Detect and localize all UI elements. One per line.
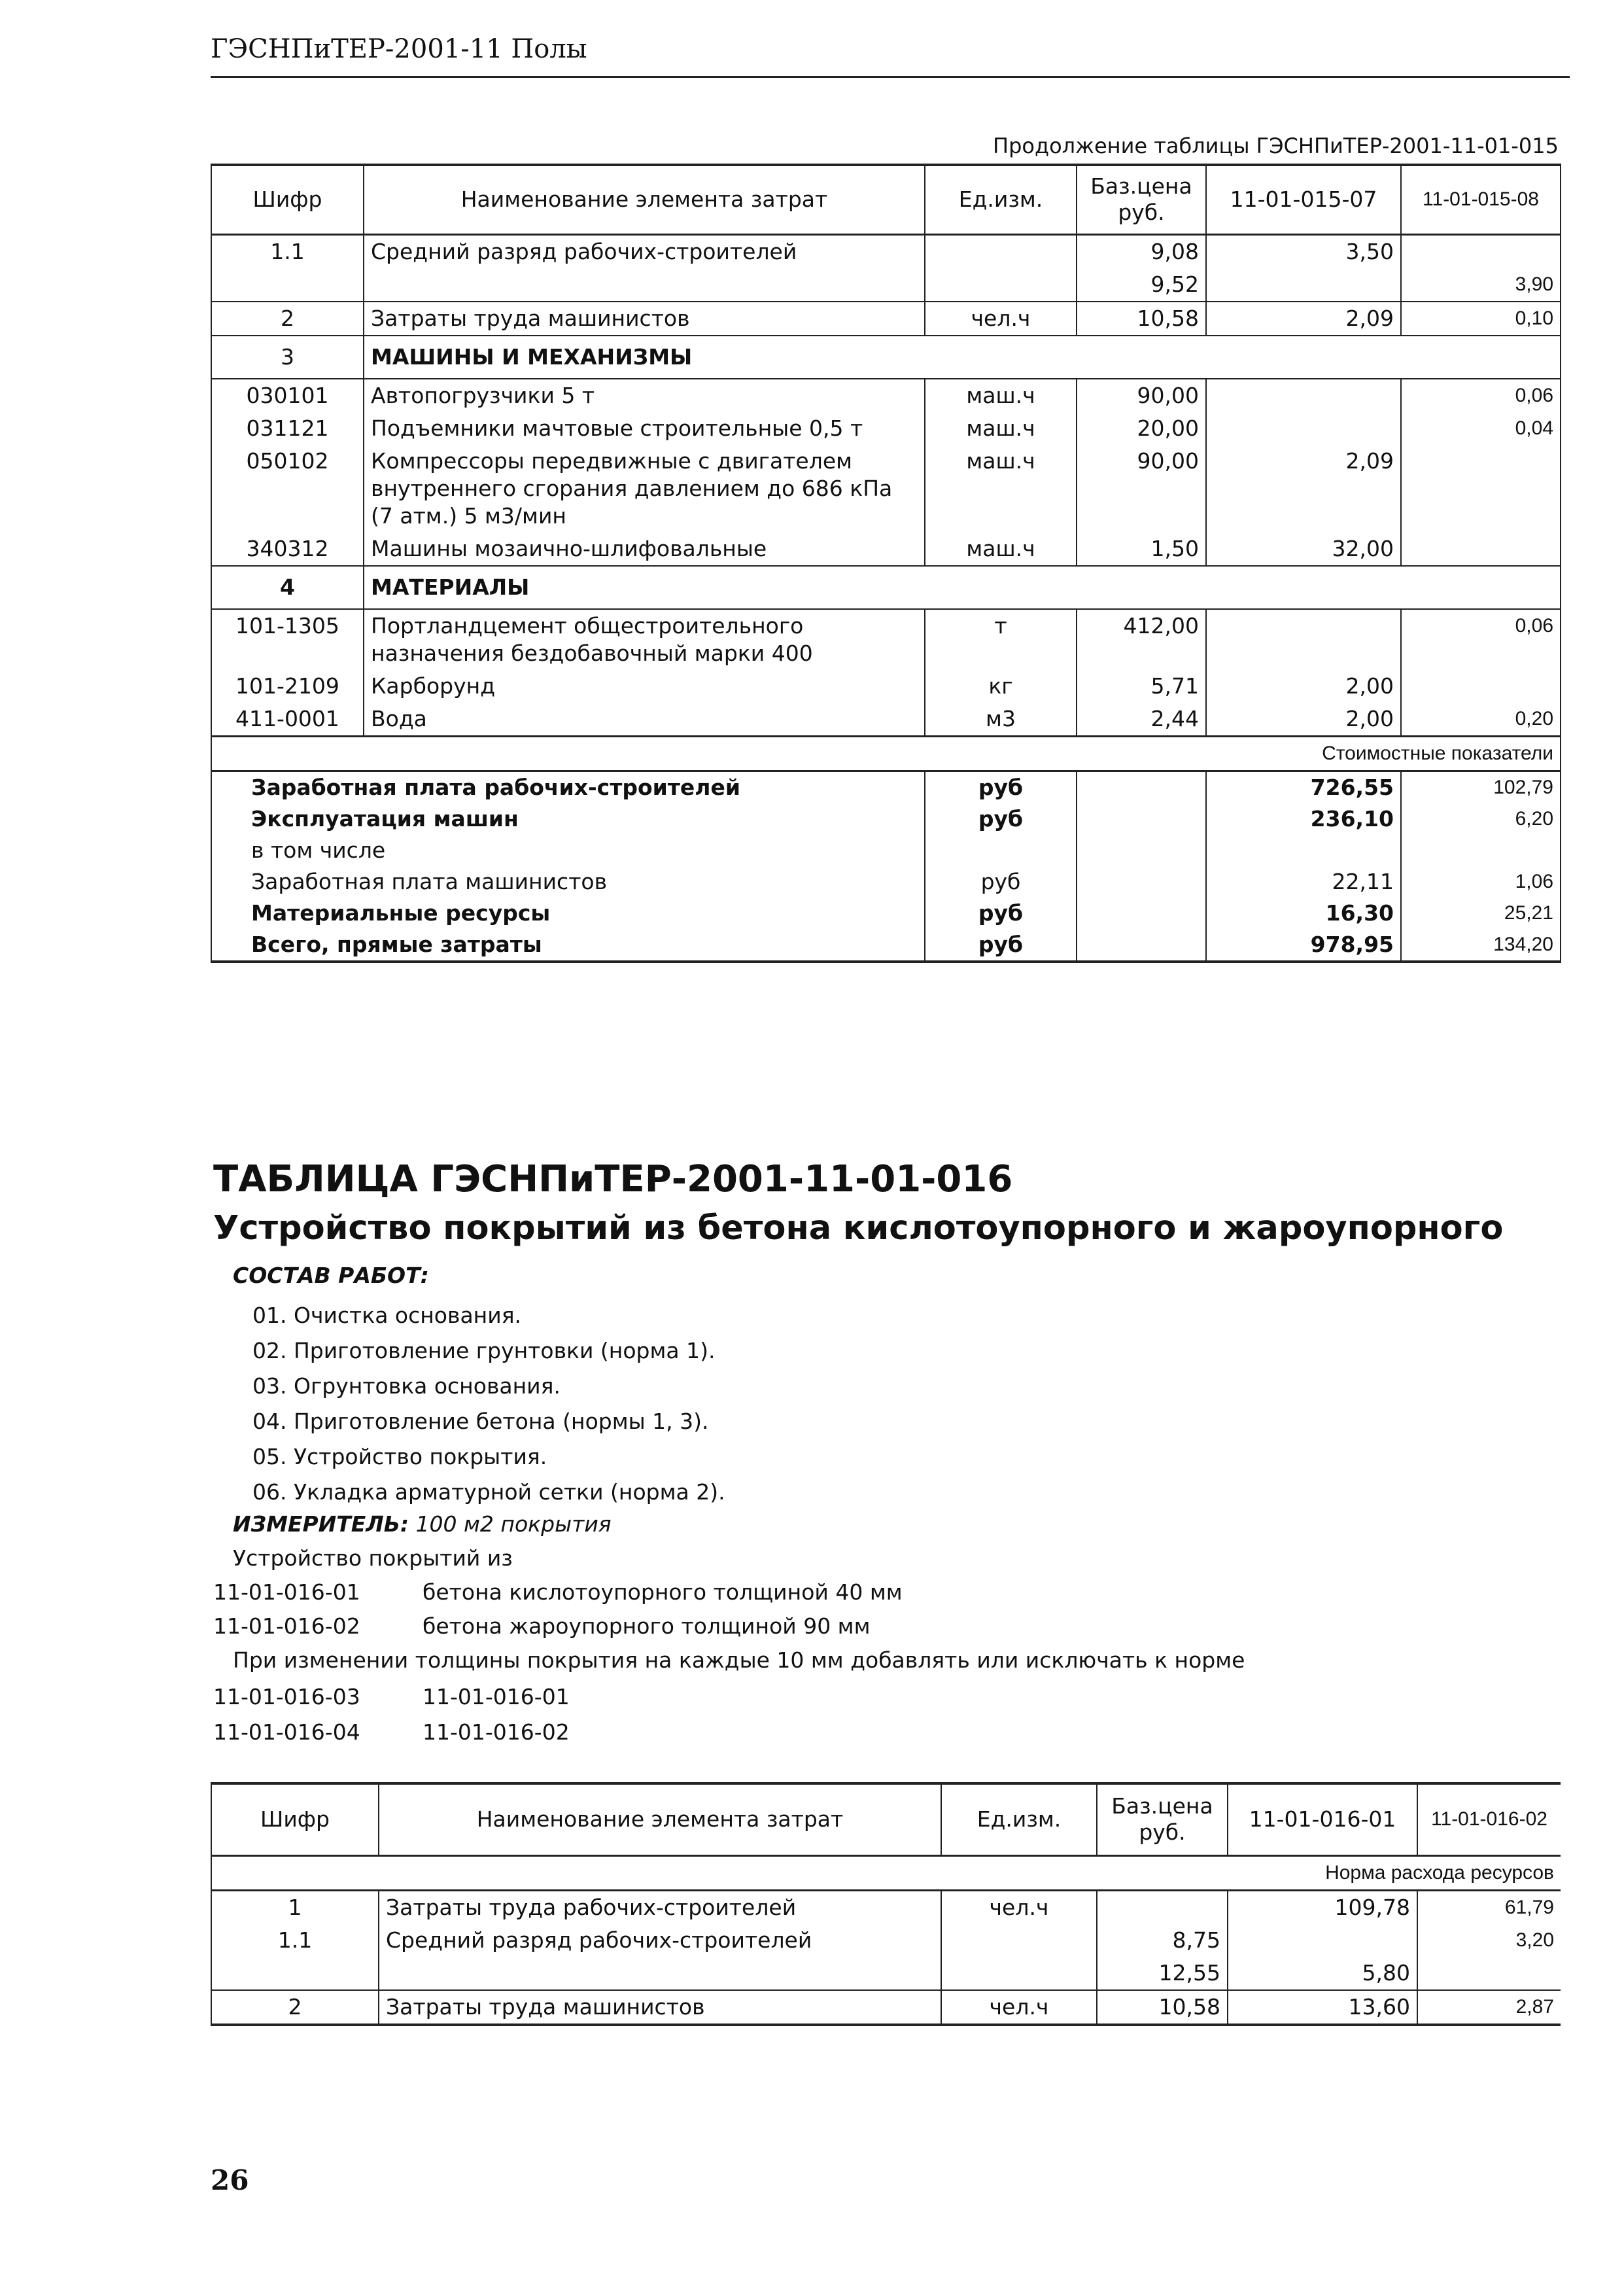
row-value-2: 3,90 bbox=[1401, 268, 1561, 302]
section-title: МАТЕРИАЛЫ bbox=[364, 566, 1561, 609]
row-unit: маш.ч bbox=[925, 379, 1077, 412]
summary-row bbox=[211, 866, 1561, 898]
col-header-name: Наименование элемента затрат bbox=[379, 1783, 941, 1855]
table-row bbox=[211, 609, 1561, 670]
item-text: бетона кислотоупорного толщиной 40 мм bbox=[423, 1579, 903, 1605]
col-header-norm-01: 11-01-016-01 bbox=[1228, 1783, 1417, 1855]
row-price: 8,75 bbox=[1097, 1924, 1228, 1957]
table-row bbox=[211, 445, 1561, 533]
table-title: ТАБЛИЦА ГЭСНПиТЕР-2001-11-01-016 bbox=[213, 1158, 1013, 1200]
change-note: При изменении толщины покрытия на каждые 10 мм добавлять или исключать к норме bbox=[233, 1647, 1245, 1673]
item-text: бетона жароупорного толщиной 90 мм bbox=[423, 1613, 871, 1639]
col-header-name: Наименование элемента затрат bbox=[364, 165, 925, 234]
summary-empty bbox=[1077, 929, 1206, 962]
col-header-price: Баз.цена руб. bbox=[1077, 165, 1206, 234]
row-value-2 bbox=[1401, 234, 1561, 268]
row-price: 90,00 bbox=[1077, 379, 1206, 412]
table-row bbox=[211, 703, 1561, 737]
row-name bbox=[364, 268, 925, 302]
row-price: 10,58 bbox=[1077, 302, 1206, 336]
row-price: 2,44 bbox=[1077, 703, 1206, 737]
summary-row bbox=[211, 929, 1561, 962]
works-label: СОСТАВ РАБОТ: bbox=[233, 1263, 429, 1288]
row-value-2: 0,06 bbox=[1401, 609, 1561, 670]
table-row bbox=[211, 1990, 1561, 2025]
row-value-1 bbox=[1206, 412, 1401, 445]
work-item: 04. Приготовление бетона (нормы 1, 3). bbox=[252, 1409, 709, 1434]
norm-label: Норма расхода ресурсов bbox=[211, 1855, 1561, 1890]
table-row bbox=[211, 302, 1561, 336]
section-row bbox=[211, 336, 1561, 379]
meter-label: ИЗМЕРИТЕЛЬ: bbox=[233, 1511, 409, 1537]
row-price: 9,52 bbox=[1077, 268, 1206, 302]
summary-row bbox=[211, 803, 1561, 835]
row-value-2: 0,04 bbox=[1401, 412, 1561, 445]
row-code: 2 bbox=[211, 302, 364, 336]
row-code: 1 bbox=[211, 1890, 379, 1924]
summary-label: Всего, прямые затраты bbox=[211, 929, 925, 962]
summary-value-2: 25,21 bbox=[1401, 898, 1561, 929]
section-code: 4 bbox=[211, 566, 364, 609]
row-unit bbox=[925, 234, 1077, 268]
running-header: ГЭСНПиТЕР-2001-11 Полы bbox=[211, 34, 587, 64]
table-row bbox=[211, 1957, 1561, 1990]
table-row bbox=[211, 533, 1561, 566]
row-price bbox=[1097, 1890, 1228, 1924]
row-name: Затраты труда рабочих-строителей bbox=[379, 1890, 941, 1924]
summary-label: Заработная плата машинистов bbox=[211, 866, 925, 898]
cost-indicators-row bbox=[211, 736, 1561, 771]
col-header-code: Шифр bbox=[211, 165, 364, 234]
page-number: 26 bbox=[211, 2164, 249, 2196]
summary-empty bbox=[1077, 803, 1206, 835]
summary-unit: руб bbox=[925, 866, 1077, 898]
row-unit: маш.ч bbox=[925, 412, 1077, 445]
pair-code-a: 11-01-016-03 bbox=[213, 1684, 360, 1709]
row-name: Карборунд bbox=[364, 670, 925, 703]
row-name: Затраты труда машинистов bbox=[379, 1990, 941, 2025]
row-value-1 bbox=[1228, 1924, 1417, 1957]
col-header-code: Шифр bbox=[211, 1783, 379, 1855]
row-price: 10,58 bbox=[1097, 1990, 1228, 2025]
row-name: Затраты труда машинистов bbox=[364, 302, 925, 336]
row-value-1 bbox=[1206, 379, 1401, 412]
row-code: 050102 bbox=[211, 445, 364, 533]
resource-table-015 bbox=[211, 164, 1561, 963]
work-item: 02. Приготовление грунтовки (норма 1). bbox=[252, 1338, 716, 1363]
intro-line: Устройство покрытий из bbox=[233, 1545, 513, 1571]
row-value-1: 2,09 bbox=[1206, 445, 1401, 533]
summary-value-1 bbox=[1206, 835, 1401, 866]
summary-row bbox=[211, 835, 1561, 866]
norm-label-row bbox=[211, 1855, 1561, 1890]
row-price: 20,00 bbox=[1077, 412, 1206, 445]
row-unit: маш.ч bbox=[925, 445, 1077, 533]
summary-label: в том числе bbox=[211, 835, 925, 866]
resource-table-016 bbox=[211, 1782, 1561, 2026]
table-row bbox=[211, 1890, 1561, 1924]
row-unit bbox=[925, 268, 1077, 302]
row-unit: т bbox=[925, 609, 1077, 670]
pair-code-a: 11-01-016-04 bbox=[213, 1719, 360, 1745]
work-item: 05. Устройство покрытия. bbox=[252, 1444, 547, 1469]
summary-value-2: 1,06 bbox=[1401, 866, 1561, 898]
row-code: 2 bbox=[211, 1990, 379, 2025]
summary-value-2: 134,20 bbox=[1401, 929, 1561, 962]
section-title: МАШИНЫ И МЕХАНИЗМЫ bbox=[364, 336, 1561, 379]
summary-value-1: 22,11 bbox=[1206, 866, 1401, 898]
table-row bbox=[211, 670, 1561, 703]
row-value-2: 2,87 bbox=[1417, 1990, 1561, 2025]
summary-empty bbox=[1077, 866, 1206, 898]
summary-empty bbox=[1077, 835, 1206, 866]
summary-empty bbox=[1077, 771, 1206, 803]
pair-code-b: 11-01-016-01 bbox=[423, 1684, 570, 1709]
row-unit: чел.ч bbox=[941, 1890, 1097, 1924]
row-price: 9,08 bbox=[1077, 234, 1206, 268]
summary-label: Эксплуатация машин bbox=[211, 803, 925, 835]
summary-unit: руб bbox=[925, 803, 1077, 835]
section-row bbox=[211, 566, 1561, 609]
col-header-unit: Ед.изм. bbox=[925, 165, 1077, 234]
summary-label: Материальные ресурсы bbox=[211, 898, 925, 929]
summary-label: Заработная плата рабочих-строителей bbox=[211, 771, 925, 803]
row-value-2: 0,10 bbox=[1401, 302, 1561, 336]
row-code: 030101 bbox=[211, 379, 364, 412]
row-value-2: 3,20 bbox=[1417, 1924, 1561, 1957]
row-price: 90,00 bbox=[1077, 445, 1206, 533]
row-name: Вода bbox=[364, 703, 925, 737]
row-unit: маш.ч bbox=[925, 533, 1077, 566]
work-item: 06. Укладка арматурной сетки (норма 2). bbox=[252, 1479, 725, 1505]
meter-line bbox=[233, 1511, 612, 1537]
row-value-1: 2,00 bbox=[1206, 670, 1401, 703]
table-row bbox=[211, 1924, 1561, 1957]
row-value-1: 32,00 bbox=[1206, 533, 1401, 566]
row-name: Средний разряд рабочих-строителей bbox=[379, 1924, 941, 1957]
summary-value-1: 978,95 bbox=[1206, 929, 1401, 962]
col-header-unit: Ед.изм. bbox=[941, 1783, 1097, 1855]
summary-row bbox=[211, 898, 1561, 929]
row-code: 1.1 bbox=[211, 1924, 379, 1957]
header-rule bbox=[211, 76, 1570, 78]
row-name: Компрессоры передвижные с двигателем внутреннего сгорания давлением до 686 кПа (7 атм.) 5 м3/мин bbox=[364, 445, 925, 533]
row-code: 101-2109 bbox=[211, 670, 364, 703]
row-name: Портландцемент общестроительного назначения бездобавочный марки 400 bbox=[364, 609, 925, 670]
row-unit: чел.ч bbox=[941, 1990, 1097, 2025]
col-header-price: Баз.цена руб. bbox=[1097, 1783, 1228, 1855]
row-unit bbox=[941, 1924, 1097, 1957]
summary-value-2: 102,79 bbox=[1401, 771, 1561, 803]
table-row bbox=[211, 412, 1561, 445]
row-code: 411-0001 bbox=[211, 703, 364, 737]
row-code: 340312 bbox=[211, 533, 364, 566]
row-name bbox=[379, 1957, 941, 1990]
table-row bbox=[211, 268, 1561, 302]
row-code bbox=[211, 1957, 379, 1990]
summary-unit bbox=[925, 835, 1077, 866]
row-code: 101-1305 bbox=[211, 609, 364, 670]
col-header-norm-07: 11-01-015-07 bbox=[1206, 165, 1401, 234]
table-row bbox=[211, 379, 1561, 412]
col-header-norm-02: 11-01-016-02 bbox=[1417, 1783, 1561, 1855]
summary-empty bbox=[1077, 898, 1206, 929]
row-value-2 bbox=[1401, 670, 1561, 703]
table-subtitle: Устройство покрытий из бетона кислотоупорного и жароупорного bbox=[213, 1209, 1504, 1248]
row-value-2: 0,20 bbox=[1401, 703, 1561, 737]
row-price: 1,50 bbox=[1077, 533, 1206, 566]
table-row bbox=[211, 234, 1561, 268]
summary-value-2: 6,20 bbox=[1401, 803, 1561, 835]
row-value-2 bbox=[1401, 445, 1561, 533]
summary-unit: руб bbox=[925, 898, 1077, 929]
row-code: 1.1 bbox=[211, 234, 364, 268]
row-name: Машины мозаично-шлифовальные bbox=[364, 533, 925, 566]
row-value-1: 2,00 bbox=[1206, 703, 1401, 737]
summary-unit: руб bbox=[925, 929, 1077, 962]
pair-code-b: 11-01-016-02 bbox=[423, 1719, 570, 1745]
row-value-2: 0,06 bbox=[1401, 379, 1561, 412]
summary-value-2 bbox=[1401, 835, 1561, 866]
row-unit: кг bbox=[925, 670, 1077, 703]
row-value-1: 2,09 bbox=[1206, 302, 1401, 336]
row-value-1 bbox=[1206, 268, 1401, 302]
cost-indicators-label: Стоимостные показатели bbox=[211, 736, 1561, 771]
summary-value-1: 16,30 bbox=[1206, 898, 1401, 929]
row-value-2 bbox=[1401, 533, 1561, 566]
continuation-caption: Продолжение таблицы ГЭСНПиТЕР-2001-11-01-015 bbox=[993, 133, 1559, 158]
row-value-1: 13,60 bbox=[1228, 1990, 1417, 2025]
row-price: 412,00 bbox=[1077, 609, 1206, 670]
item-code: 11-01-016-01 bbox=[213, 1579, 360, 1605]
summary-unit: руб bbox=[925, 771, 1077, 803]
row-value-1 bbox=[1206, 609, 1401, 670]
works-list bbox=[252, 1298, 725, 1510]
row-unit bbox=[941, 1957, 1097, 1990]
row-price: 5,71 bbox=[1077, 670, 1206, 703]
row-price: 12,55 bbox=[1097, 1957, 1228, 1990]
section-code: 3 bbox=[211, 336, 364, 379]
work-item: 03. Огрунтовка основания. bbox=[252, 1373, 561, 1399]
item-code: 11-01-016-02 bbox=[213, 1613, 360, 1639]
row-value-2: 61,79 bbox=[1417, 1890, 1561, 1924]
row-value-2 bbox=[1417, 1957, 1561, 1990]
row-code bbox=[211, 268, 364, 302]
summary-value-1: 726,55 bbox=[1206, 771, 1401, 803]
row-value-1: 5,80 bbox=[1228, 1957, 1417, 1990]
row-unit: м3 bbox=[925, 703, 1077, 737]
col-header-norm-08: 11-01-015-08 bbox=[1401, 165, 1561, 234]
row-value-1: 3,50 bbox=[1206, 234, 1401, 268]
row-value-1: 109,78 bbox=[1228, 1890, 1417, 1924]
row-unit: чел.ч bbox=[925, 302, 1077, 336]
summary-row bbox=[211, 771, 1561, 803]
row-name: Средний разряд рабочих-строителей bbox=[364, 234, 925, 268]
row-name: Автопогрузчики 5 т bbox=[364, 379, 925, 412]
row-name: Подъемники мачтовые строительные 0,5 т bbox=[364, 412, 925, 445]
summary-value-1: 236,10 bbox=[1206, 803, 1401, 835]
row-code: 031121 bbox=[211, 412, 364, 445]
meter-value: 100 м2 покрытия bbox=[415, 1511, 612, 1537]
work-item: 01. Очистка основания. bbox=[252, 1303, 522, 1328]
